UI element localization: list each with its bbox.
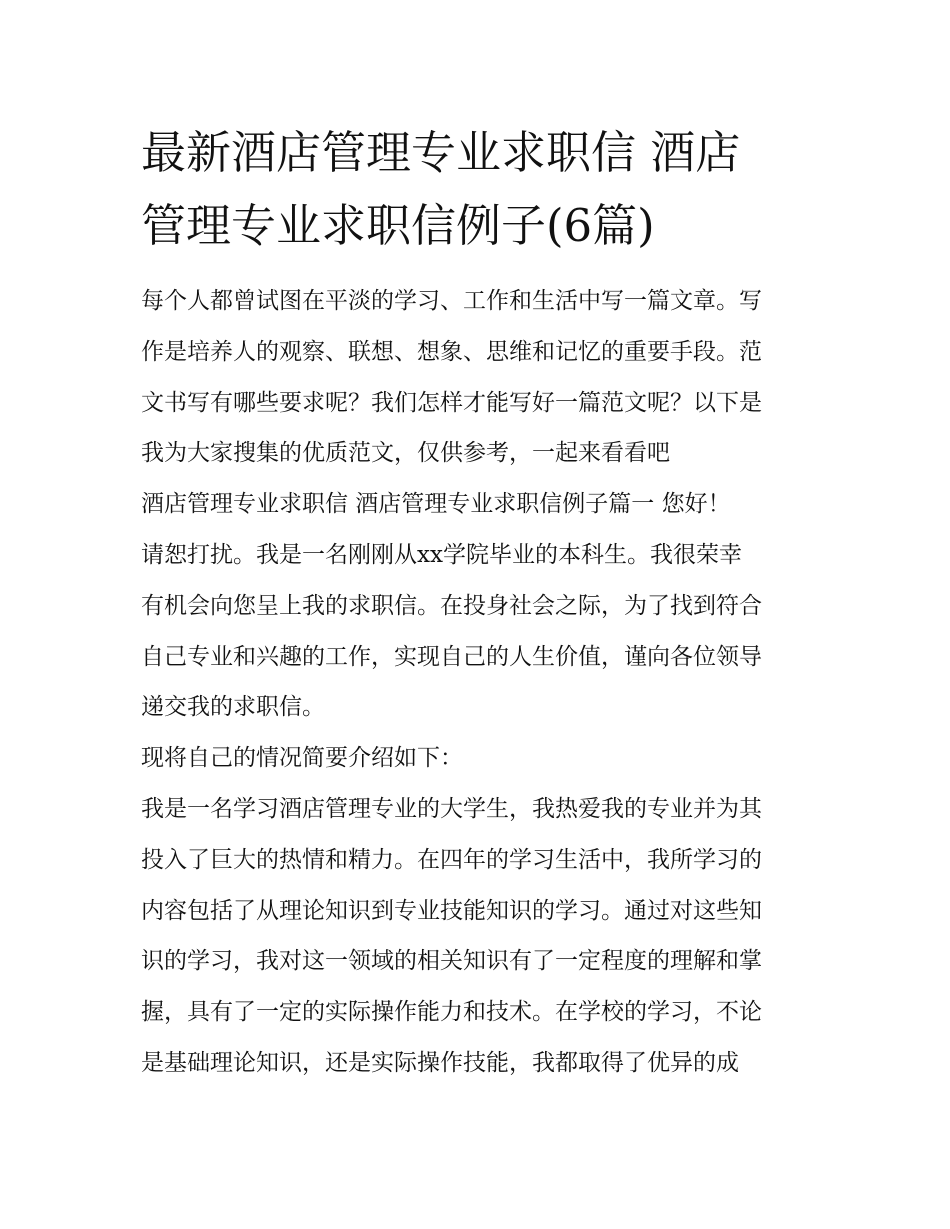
- body-line: 作是培养人的观察、联想、想象、思维和记忆的重要手段。范: [141, 338, 762, 365]
- title-line: 管理专业求职信例子(6篇): [141, 199, 655, 252]
- body-line: 我为大家搜集的优质范文，仅供参考，一起来看看吧: [141, 440, 670, 467]
- body-line: 文书写有哪些要求呢？我们怎样才能写好一篇范文呢？以下是: [141, 389, 762, 416]
- body-line: 有机会向您呈上我的求职信。在投身社会之际，为了找到符合: [141, 592, 762, 619]
- body-line: 识的学习，我对这一领域的相关知识有了一定程度的理解和掌: [141, 948, 762, 975]
- body-line: 是基础理论知识，还是实际操作技能，我都取得了优异的成: [141, 1049, 739, 1076]
- document-title: [141, 116, 821, 262]
- body-line: 自己专业和兴趣的工作，实现自己的人生价值，谨向各位领导: [141, 643, 762, 670]
- body-line: 投入了巨大的热情和精力。在四年的学习生活中，我所学习的: [141, 846, 762, 873]
- body-line: 现将自己的情况简要介绍如下：: [141, 745, 463, 772]
- body-line: 酒店管理专业求职信 酒店管理专业求职信例子篇一 您好！: [141, 491, 731, 518]
- title-line: 最新酒店管理专业求职信 酒店: [141, 126, 741, 179]
- body-line: 递交我的求职信。: [141, 694, 325, 721]
- body-line: 我是一名学习酒店管理专业的大学生，我热爱我的专业并为其: [141, 795, 762, 822]
- body-line: 内容包括了从理论知识到专业技能知识的学习。通过对这些知: [141, 897, 762, 924]
- body-line: 每个人都曾试图在平淡的学习、工作和生活中写一篇文章。写: [141, 288, 762, 314]
- body-line: 握，具有了一定的实际操作能力和技术。在学校的学习，不论: [141, 999, 762, 1026]
- document-body: [141, 276, 821, 1089]
- body-line: 请恕打扰。我是一名刚刚从xx学院毕业的本科生。我很荣幸: [141, 541, 742, 568]
